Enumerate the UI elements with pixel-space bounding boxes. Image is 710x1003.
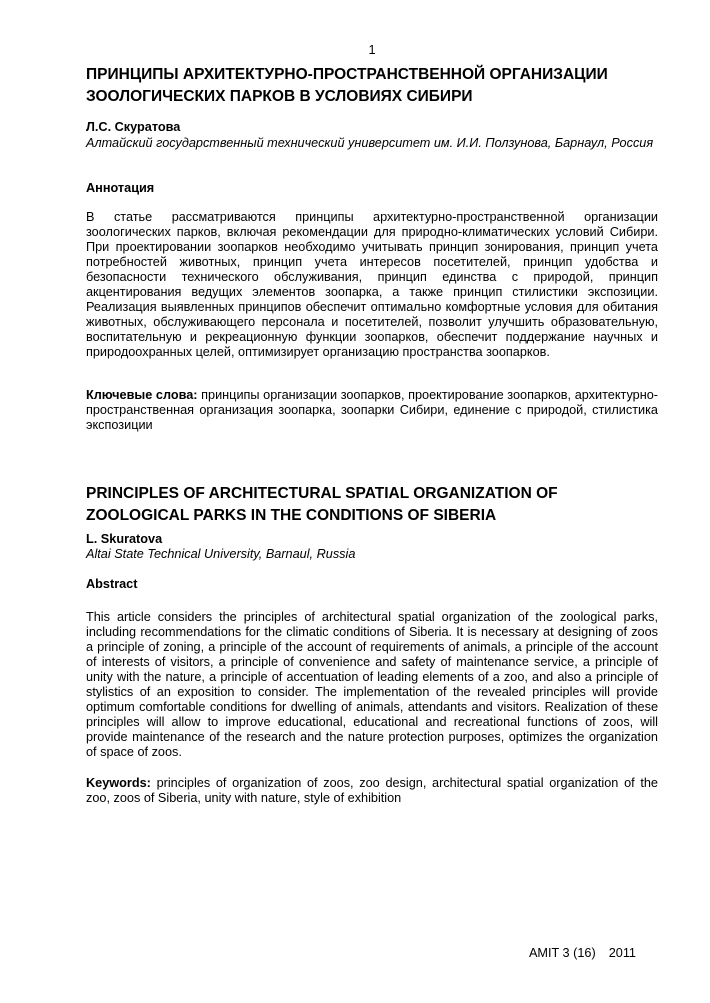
english-keywords-text: principles of organization of zoos, zoo design, architectural spatial organization of the zoo, zoos of Siberia, unity with nature, style of exhibition	[86, 776, 658, 805]
english-keywords-label: Keywords:	[86, 776, 151, 790]
russian-keywords-label: Ключевые слова:	[86, 388, 198, 402]
russian-author-name: Л.С. Скуратова	[86, 120, 181, 134]
russian-keywords	[86, 388, 658, 433]
journal-issue-label: AMIT 3 (16)	[528, 946, 596, 960]
russian-article-title: ПРИНЦИПЫ АРХИТЕКТУРНО-ПРОСТРАНСТВЕННОЙ ОРГАНИЗАЦИИ ЗООЛОГИЧЕСКИХ ПАРКОВ В УСЛОВИЯХ СИБИРИ	[86, 66, 608, 105]
english-author-name: L. Skuratova	[86, 532, 163, 546]
english-abstract-heading: Abstract	[86, 577, 138, 591]
russian-author-affiliation: Алтайский государственный технический университет им. И.И. Ползунова, Барнаул, Россия	[86, 136, 654, 150]
journal-footer	[86, 946, 636, 961]
english-author-affiliation: Altai State Technical University, Barnaul, Russia	[86, 547, 356, 561]
english-keywords	[86, 776, 658, 806]
english-article-title: PRINCIPLES OF ARCHITECTURAL SPATIAL ORGANIZATION OF ZOOLOGICAL PARKS IN THE CONDITIONS OF SIBERIA	[86, 485, 558, 524]
russian-abstract-heading: Аннотация	[86, 181, 155, 195]
page-number: 1	[368, 43, 376, 57]
english-abstract-text: This article considers the principles of architectural spatial organization of the zoological parks, including recommendations for the climatic conditions of Siberia. It is necessary at designing of zoos a principle of zoning, a principle of the account of requirements of animals, a principle of the account of interests of visitors, a principle of convenience and safety of maintenance service, a principle of unity with the nature, a principle of accentuation of leading elements of a zoo, and also a principle of stylistics of an exposition to consider. The implementation of the revealed principles will provide optimum comfortable conditions for dwelling of animals, attendants and visitors. Realization of these principles will allow to improve educational, educational and recreational functions of zoos, will provide maintenance of the research and the nature protection purposes, optimizes the organization of space of zoos.	[86, 610, 658, 759]
russian-abstract-text: В статье рассматриваются принципы архитектурно-пространственной организации зоологических парков, включая рекомендации для природно-климатических условий Сибири. При проектировании зоопарков необходимо учитывать принцип зонирования, принцип учета потребностей животных, принцип учета интересов посетителей, принцип удобства и безопасности технического обслуживания, принцип единства с природой, принцип акцентирования ведущих элементов зоопарка, а также принцип стилистики экспозиции. Реализация выявленных принципов обеспечит оптимально комфортные условия для обитания животных, обслуживающего персонала и посетителей, позволит улучшить образовательную, воспитательную и рекреационную функции зоопарков, обеспечит поддержание научных и природоохранных целей, оптимизирует организацию пространства зоопарков.	[86, 210, 658, 359]
russian-keywords-text: принципы организации зоопарков, проектирование зоопарков, архитектурно-пространственная организация зоопарка, зоопарки Сибири, единение с природой, стилистика экспозиции	[86, 388, 659, 432]
journal-year-label: 2011	[608, 946, 636, 960]
